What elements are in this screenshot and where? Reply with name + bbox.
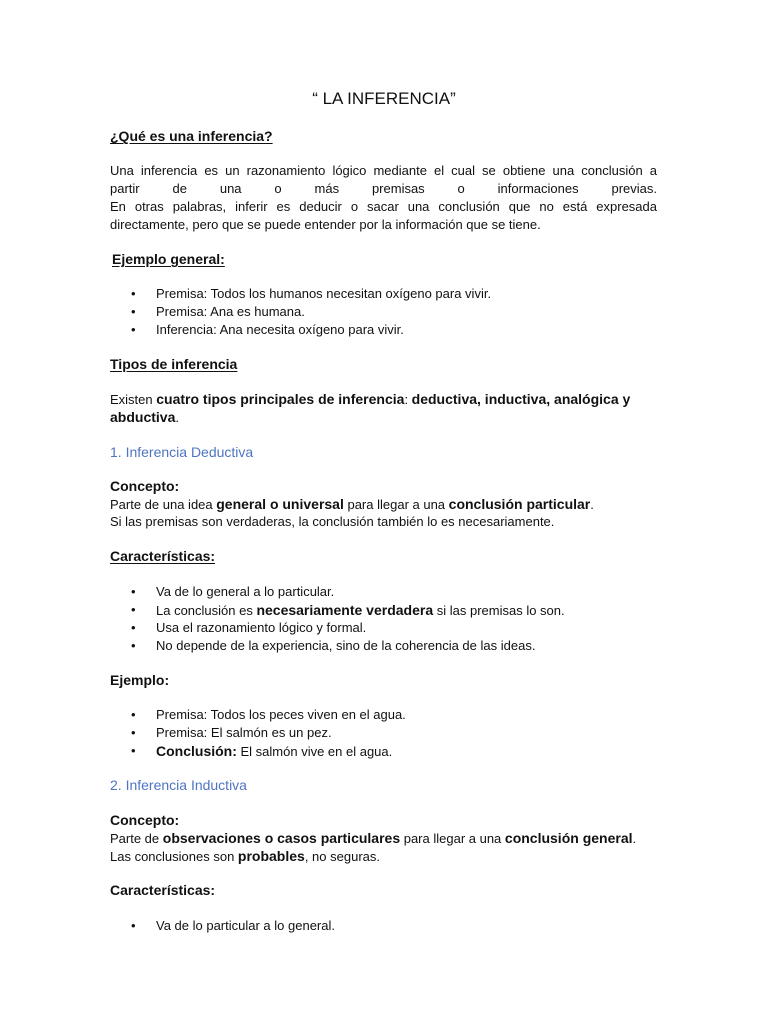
list-item: • La conclusión es necesariamente verdadera si las premisas lo son.	[110, 601, 565, 619]
definition-line-4: directamente, pero que se puede entender por la información que se tiene.	[110, 217, 541, 232]
tipos-line-1: Existen cuatro tipos principales de inferencia: deductiva, inductiva, analógica y	[110, 391, 631, 407]
inductiva-concepto-label: Concepto:	[110, 812, 180, 828]
ejemplo-general-list	[110, 285, 491, 339]
inductiva-concepto-line-1: Parte de observaciones o casos particulares para llegar a una conclusión general.	[110, 830, 637, 846]
heading-deductiva: 1. Inferencia Deductiva	[110, 444, 254, 460]
deductiva-caracteristicas-label: Características:	[110, 548, 216, 564]
list-item: • Conclusión: El salmón vive en el agua.	[110, 742, 406, 760]
inductiva-caracteristicas-list	[110, 917, 335, 935]
list-item: • Premisa: Todos los humanos necesitan oxígeno para vivir.	[110, 285, 491, 303]
list-item: • Usa el razonamiento lógico y formal.	[110, 619, 565, 637]
list-item: • Inferencia: Ana necesita oxígeno para vivir.	[110, 321, 491, 339]
inductiva-concepto-line-2: Las conclusiones son probables, no seguras.	[110, 848, 380, 864]
definition-line-1: Una inferencia es un razonamiento lógico mediante el cual se obtiene una conclusión a	[110, 163, 657, 178]
list-item: • Va de lo particular a lo general.	[110, 917, 335, 935]
definition-line-3: En otras palabras, inferir es deducir o sacar una conclusión que no está expresada	[110, 199, 657, 214]
deductiva-ejemplo-label: Ejemplo:	[110, 672, 170, 688]
list-item: • Premisa: Todos los peces viven en el agua.	[110, 706, 406, 724]
inductiva-caracteristicas-label: Características:	[110, 882, 216, 898]
list-item: • Va de lo general a lo particular.	[110, 583, 565, 601]
heading-ejemplo-general: Ejemplo general:	[112, 251, 225, 267]
document-title: “ LA INFERENCIA”	[312, 89, 456, 108]
deductiva-caracteristicas-list	[110, 583, 565, 655]
list-item: • No depende de la experiencia, sino de la coherencia de las ideas.	[110, 637, 565, 655]
list-item: • Premisa: El salmón es un pez.	[110, 724, 406, 742]
deductiva-concepto-line-2: Si las premisas son verdaderas, la conclusión también lo es necesariamente.	[110, 514, 555, 529]
deductiva-ejemplo-list	[110, 706, 406, 760]
heading-que-es: ¿Qué es una inferencia?	[110, 128, 273, 144]
list-item: • Premisa: Ana es humana.	[110, 303, 491, 321]
tipos-line-2: abductiva.	[110, 409, 179, 425]
definition-line-2: partir de una o más premisas o informaciones previas.	[110, 181, 657, 196]
deductiva-concepto-line-1: Parte de una idea general o universal para llegar a una conclusión particular.	[110, 496, 594, 512]
deductiva-concepto-label: Concepto:	[110, 478, 180, 494]
heading-inductiva: 2. Inferencia Inductiva	[110, 777, 247, 793]
heading-tipos: Tipos de inferencia	[110, 356, 238, 372]
